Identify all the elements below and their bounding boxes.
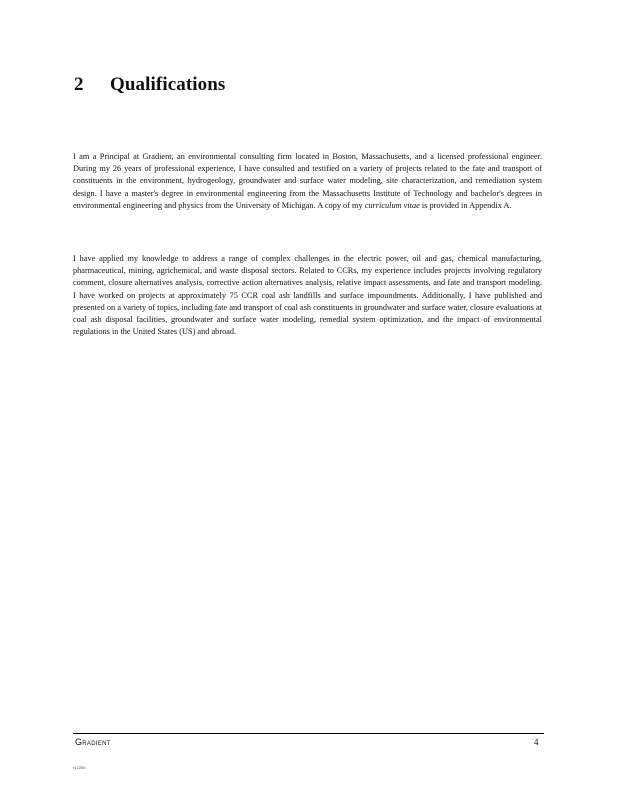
footer-divider (73, 733, 544, 734)
gradient-logo: Gradient (75, 737, 111, 747)
document-code: r1225ð (73, 765, 86, 770)
paragraph-1-text: I am a Principal at Gradient, an environmental consulting firm located in Boston, Massachusetts, and a licensed professional engineer. During my 26 years of professional experience, I have consulted and testified on a variety of projects related to the fate and transport of constituents in the environment, hydrogeology, groundwater and surface water modeling, site characterization, and remediation system design. I have a master's degree in environmental engineering from the Massachusetts Institute of Technology and bachelor's degrees in environmental engineering and physics from the University of Michigan. A copy of my (73, 152, 542, 210)
section-title: Qualifications (110, 74, 226, 95)
paragraph-1-end-text: is provided in Appendix A. (421, 200, 512, 210)
section-number: 2 (74, 74, 84, 95)
curriculum-vitae-text: curriculum vitae (364, 200, 420, 210)
qualifications-paragraph-1 (73, 151, 542, 212)
qualifications-paragraph-2: I have applied my knowledge to address a range of complex challenges in the electric power, oil and gas, chemical manufacturing, pharmaceutical, mining, agrichemical, and waste disposal sectors. Related to CCRs, my experience includes projects involving regulatory comment, closure alternatives analysis, corrective action alternatives analysis, relative impact assessments, and fate and transport modeling. I have worked on projects at approximately 75 CCR coal ash landfills and surface impoundments. Additionally, I have published and presented on a variety of topics, including fate and transport of coal ash constituents in groundwater and surface water, closure evaluations at coal ash disposal facilities, groundwater and surface water modeling, remedial system optimization, and the impact of environmental regulations in the United States (US) and abroad. (73, 254, 542, 337)
section-heading (74, 74, 225, 96)
page-number: 4 (534, 737, 539, 747)
